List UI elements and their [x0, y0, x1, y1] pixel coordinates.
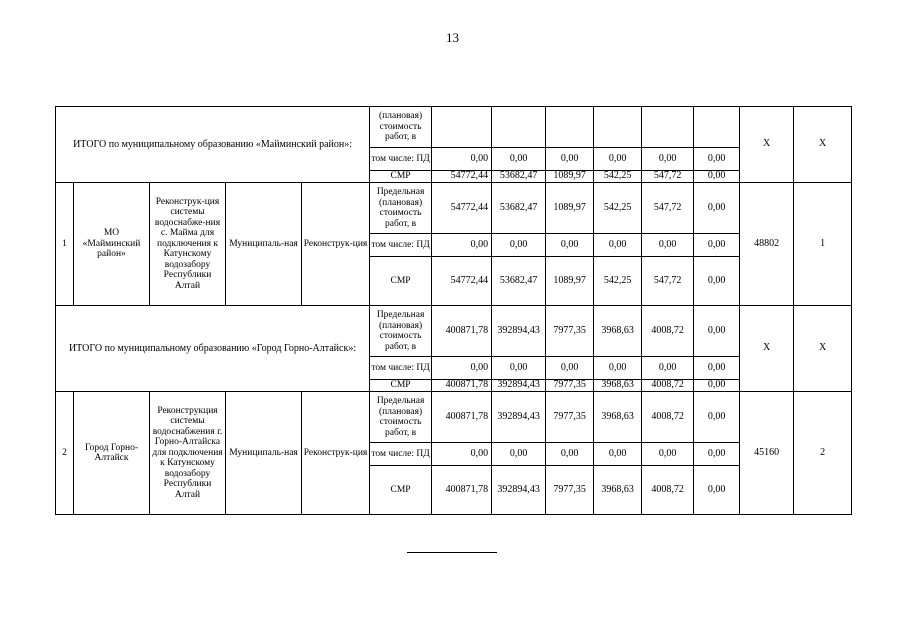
itogo2-cost-row [56, 306, 852, 357]
obj2-mo: Город Горно-Алтайск [74, 392, 150, 515]
obj2-smr-v6: 0,00 [694, 466, 740, 515]
obj1-pd-v5: 0,00 [642, 234, 694, 257]
obj1-smr-v5: 547,72 [642, 257, 694, 306]
obj2-pd-v1: 0,00 [432, 443, 492, 466]
itogo2-title: ИТОГО по муниципальному образованию «Город Горно-Алтайск»: [56, 306, 370, 392]
obj2-extra2: 2 [794, 392, 852, 515]
obj2-cost-v3: 7977,35 [546, 392, 594, 443]
itogo2-pd-v4: 0,00 [594, 357, 642, 380]
itogo2-cost-v3: 7977,35 [546, 306, 594, 357]
itogo1-smr-v2: 53682,47 [492, 171, 546, 183]
itogo1-pd-v6: 0,00 [694, 148, 740, 171]
itogo1-cost-v6 [694, 107, 740, 148]
obj1-number: 1 [56, 183, 74, 306]
obj2-owner: Муниципаль-ная [226, 392, 302, 515]
obj2-number: 2 [56, 392, 74, 515]
itogo1-cost-v5 [642, 107, 694, 148]
obj1-cost-v4: 542,25 [594, 183, 642, 234]
itogo1-smr-v1: 54772,44 [432, 171, 492, 183]
obj1-smr-v4: 542,25 [594, 257, 642, 306]
itogo1-cost-v4 [594, 107, 642, 148]
itogo2-cost-v5: 4008,72 [642, 306, 694, 357]
itogo2-smr-v6: 0,00 [694, 380, 740, 392]
itogo2-x1: Х [740, 306, 794, 392]
itogo1-smr-v5: 547,72 [642, 171, 694, 183]
obj2-cost-label: Предельная (плановая) стоимость работ, в [370, 392, 432, 443]
obj2-name: Реконструкция системы водоснабжения г. Горно-Алтайска для подключения к Катунскому водозабору Республики Алтай [150, 392, 226, 515]
obj2-smr-v1: 400871,78 [432, 466, 492, 515]
obj1-cost-label: Предельная (плановая) стоимость работ, в [370, 183, 432, 234]
obj1-cost-v3: 1089,97 [546, 183, 594, 234]
obj2-cost-v4: 3968,63 [594, 392, 642, 443]
obj1-cost-v2: 53682,47 [492, 183, 546, 234]
obj1-smr-v2: 53682,47 [492, 257, 546, 306]
itogo1-smr-v4: 542,25 [594, 171, 642, 183]
itogo1-smr-label: СМР [370, 171, 432, 183]
itogo2-smr-v4: 3968,63 [594, 380, 642, 392]
itogo2-cost-v1: 400871,78 [432, 306, 492, 357]
itogo1-smr-v3: 1089,97 [546, 171, 594, 183]
obj2-pd-v4: 0,00 [594, 443, 642, 466]
itogo2-pd-v1: 0,00 [432, 357, 492, 380]
obj1-pd-v2: 0,00 [492, 234, 546, 257]
itogo2-cost-v6: 0,00 [694, 306, 740, 357]
itogo2-smr-v2: 392894,43 [492, 380, 546, 392]
itogo1-cost-v1 [432, 107, 492, 148]
itogo1-smr-v6: 0,00 [694, 171, 740, 183]
itogo1-pd-v5: 0,00 [642, 148, 694, 171]
obj1-pd-label: том числе: ПД [370, 234, 432, 257]
footnote-separator [407, 552, 497, 553]
obj2-cost-v1: 400871,78 [432, 392, 492, 443]
obj1-pd-v4: 0,00 [594, 234, 642, 257]
page-number: 13 [446, 30, 459, 45]
itogo1-cost-row [56, 107, 852, 148]
itogo1-cost-v2 [492, 107, 546, 148]
itogo2-pd-label: том числе: ПД [370, 357, 432, 380]
investment-table [55, 106, 852, 515]
obj2-smr-v4: 3968,63 [594, 466, 642, 515]
itogo1-x1: Х [740, 107, 794, 183]
itogo2-smr-label: СМР [370, 380, 432, 392]
itogo1-pd-v4: 0,00 [594, 148, 642, 171]
obj1-smr-v6: 0,00 [694, 257, 740, 306]
obj1-cost-v6: 0,00 [694, 183, 740, 234]
obj1-mo: МО «Майминский район» [74, 183, 150, 306]
obj2-type: Реконструк-ция [302, 392, 370, 515]
obj2-pd-v6: 0,00 [694, 443, 740, 466]
itogo1-cost-label: (плановая) стоимость работ, в [370, 107, 432, 148]
obj1-extra1: 48802 [740, 183, 794, 306]
obj2-smr-v5: 4008,72 [642, 466, 694, 515]
obj1-type: Реконструк-ция [302, 183, 370, 306]
itogo1-x2: Х [794, 107, 852, 183]
obj1-cost-v1: 54772,44 [432, 183, 492, 234]
obj2-pd-v2: 0,00 [492, 443, 546, 466]
obj1-pd-v6: 0,00 [694, 234, 740, 257]
itogo2-smr-v3: 7977,35 [546, 380, 594, 392]
itogo2-cost-v2: 392894,43 [492, 306, 546, 357]
obj2-pd-label: том числе: ПД [370, 443, 432, 466]
itogo2-pd-v5: 0,00 [642, 357, 694, 380]
obj2-smr-v3: 7977,35 [546, 466, 594, 515]
obj2-cost-row [56, 392, 852, 443]
obj1-smr-label: СМР [370, 257, 432, 306]
obj2-cost-v5: 4008,72 [642, 392, 694, 443]
itogo2-cost-v4: 3968,63 [594, 306, 642, 357]
obj2-pd-v3: 0,00 [546, 443, 594, 466]
obj2-cost-v2: 392894,43 [492, 392, 546, 443]
obj1-smr-v3: 1089,97 [546, 257, 594, 306]
obj2-cost-v6: 0,00 [694, 392, 740, 443]
itogo1-pd-v2: 0,00 [492, 148, 546, 171]
itogo2-cost-label: Предельная (плановая) стоимость работ, в [370, 306, 432, 357]
itogo2-pd-v2: 0,00 [492, 357, 546, 380]
obj1-name: Реконструк-ция системы водоснабже-ния с. Майма для подключения к Катунскому водозабору Республики Алтай [150, 183, 226, 306]
itogo1-title: ИТОГО по муниципальному образованию «Майминский район»: [56, 107, 370, 183]
obj1-cost-row [56, 183, 852, 234]
itogo2-smr-v5: 4008,72 [642, 380, 694, 392]
obj2-extra1: 45160 [740, 392, 794, 515]
obj1-smr-v1: 54772,44 [432, 257, 492, 306]
itogo1-pd-v3: 0,00 [546, 148, 594, 171]
obj1-extra2: 1 [794, 183, 852, 306]
obj1-owner: Муниципаль-ная [226, 183, 302, 306]
obj2-smr-label: СМР [370, 466, 432, 515]
itogo2-x2: Х [794, 306, 852, 392]
obj2-smr-v2: 392894,43 [492, 466, 546, 515]
itogo2-smr-v1: 400871,78 [432, 380, 492, 392]
obj1-pd-v1: 0,00 [432, 234, 492, 257]
itogo1-pd-label: том числе: ПД [370, 148, 432, 171]
obj1-cost-v5: 547,72 [642, 183, 694, 234]
obj2-pd-v5: 0,00 [642, 443, 694, 466]
obj1-pd-v3: 0,00 [546, 234, 594, 257]
itogo1-pd-v1: 0,00 [432, 148, 492, 171]
itogo2-pd-v6: 0,00 [694, 357, 740, 380]
itogo1-cost-v3 [546, 107, 594, 148]
itogo2-pd-v3: 0,00 [546, 357, 594, 380]
